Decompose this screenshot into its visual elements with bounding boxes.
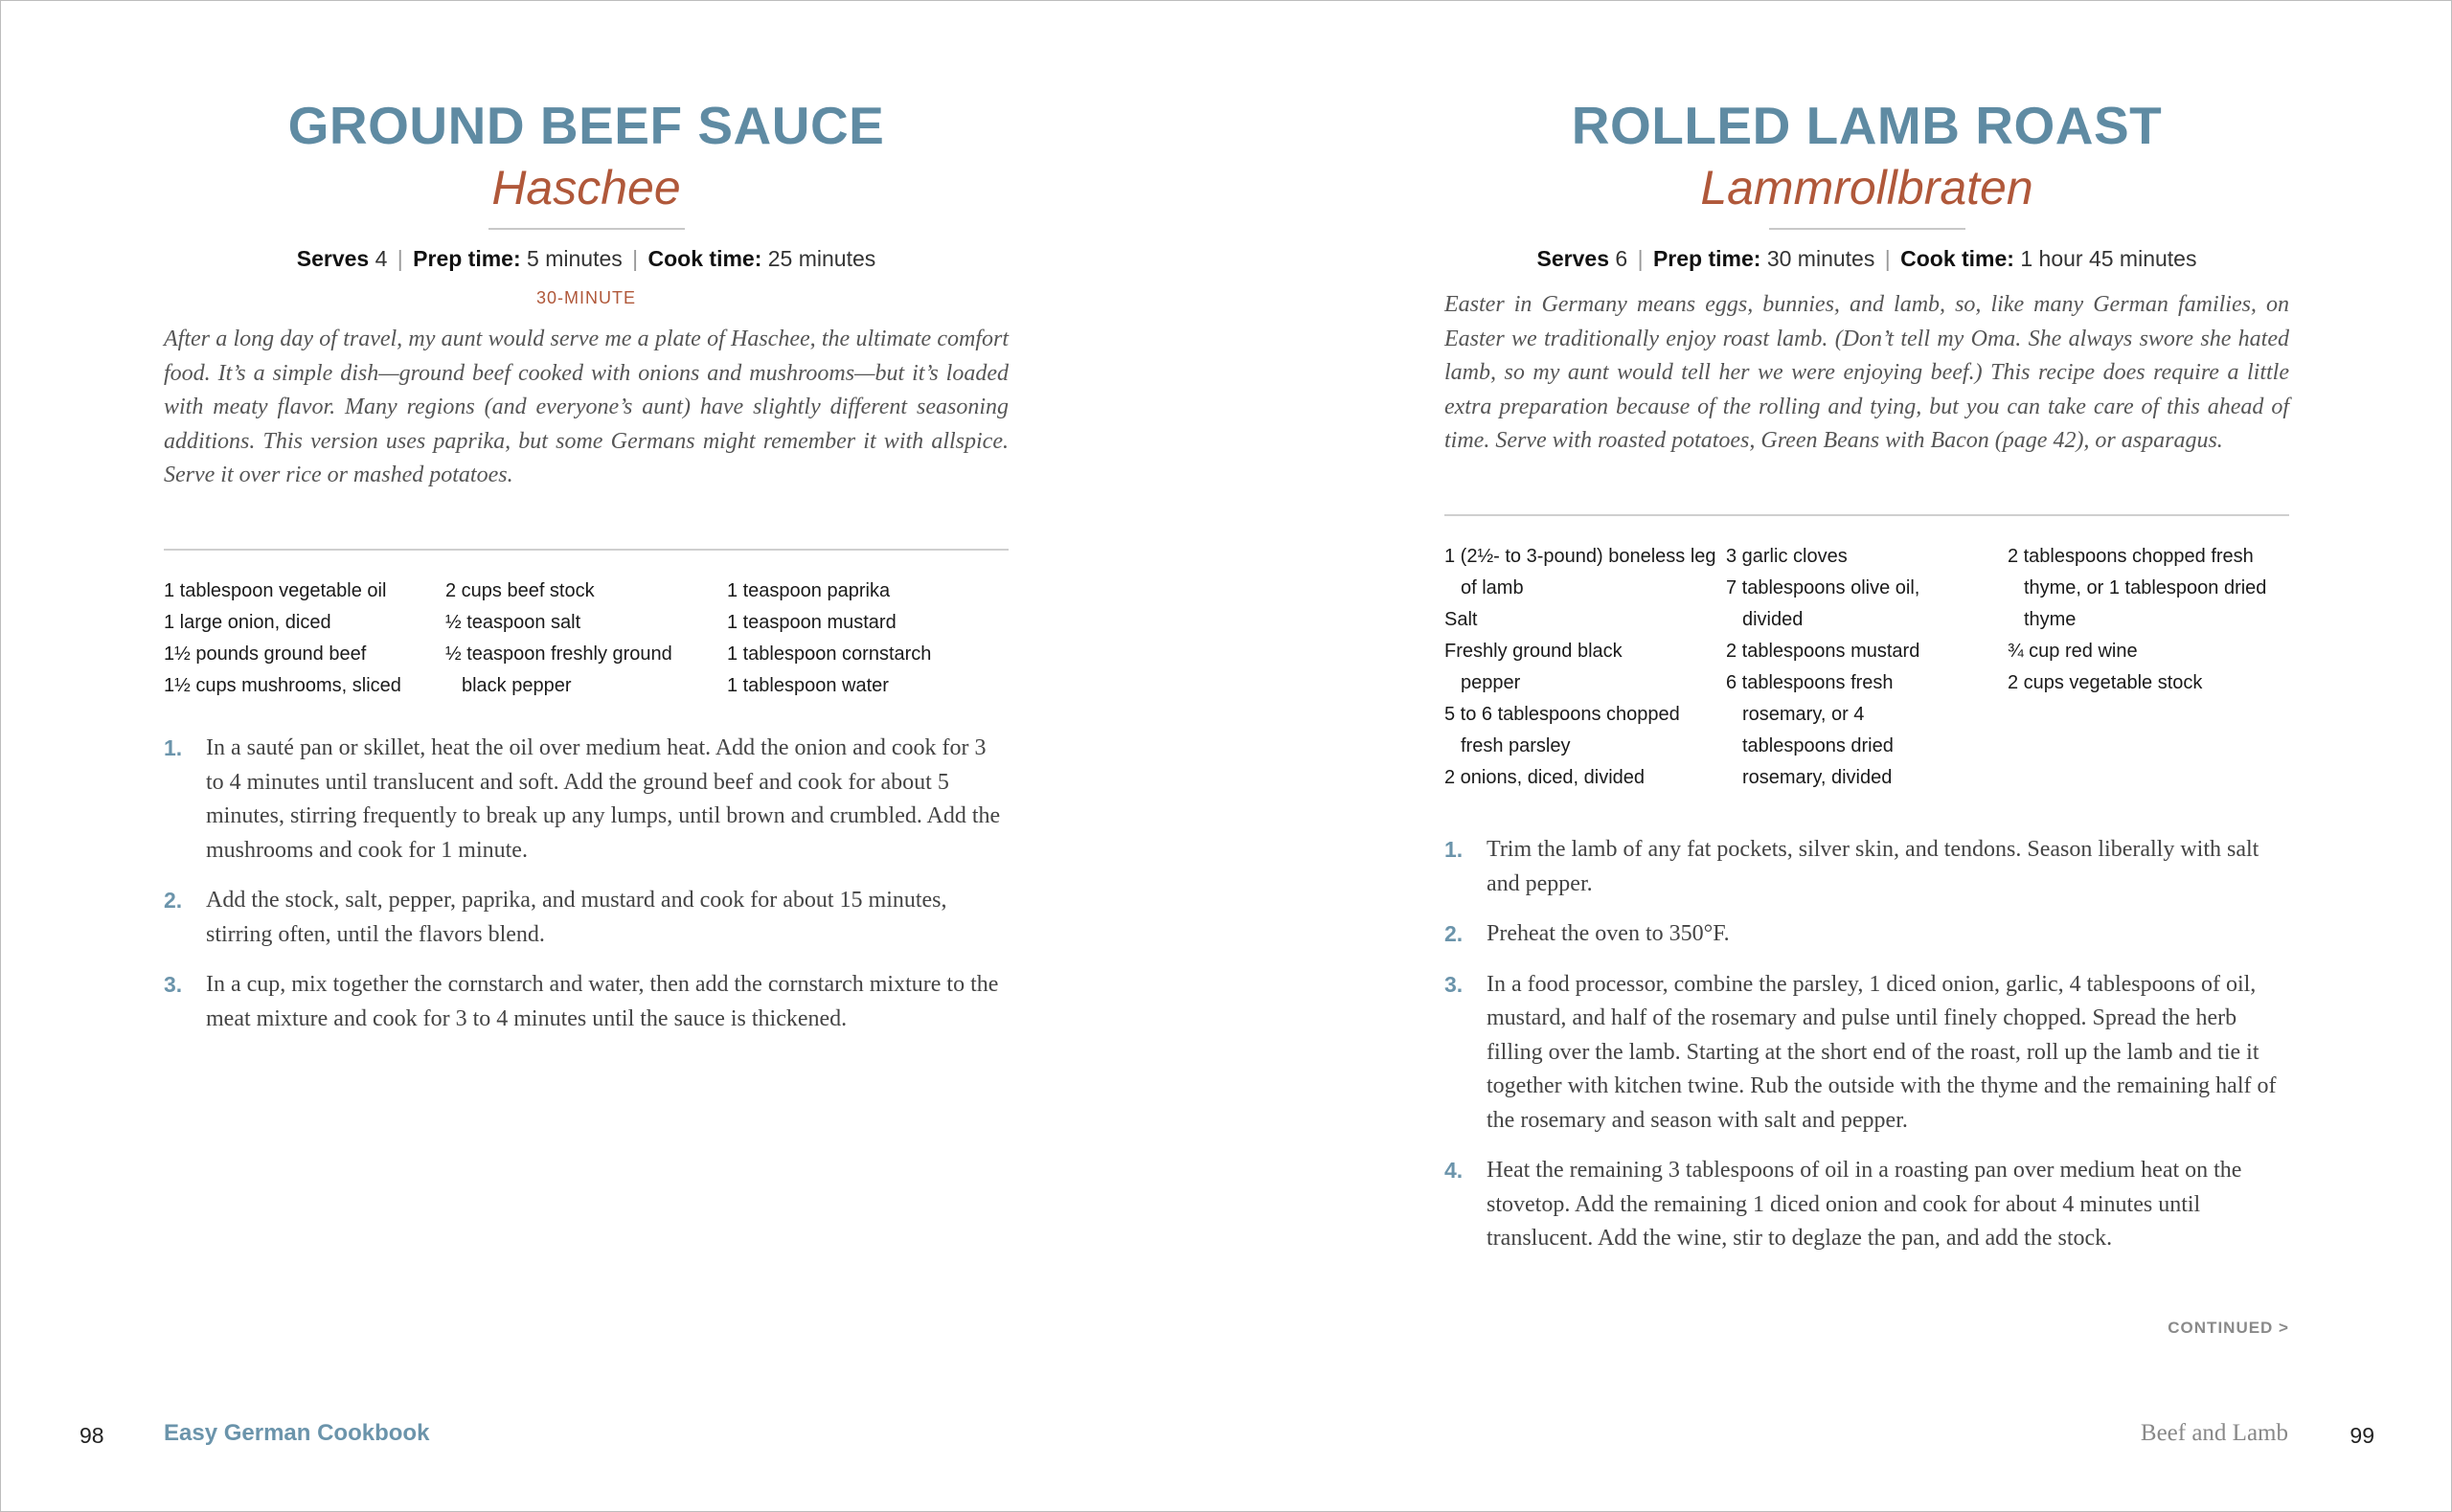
instruction-step <box>164 884 1009 952</box>
step-text: In a cup, mix together the cornstarch and water, then add the cornstarch mixture to the meat mixture and cook for 3 to 4 minutes until the sauce is thickened. <box>206 972 999 1031</box>
instruction-step <box>1444 968 2289 1139</box>
ingredient-list <box>164 575 1009 702</box>
instruction-step <box>1444 917 2289 952</box>
title-divider <box>1769 228 1965 230</box>
prep-label: Prep time: <box>413 246 521 271</box>
book-title-footer: Easy German Cookbook <box>164 1420 430 1446</box>
section-divider <box>164 549 1009 551</box>
ingredient-item: 1 tablespoon cornstarch <box>726 643 932 665</box>
ingredient-item: 1 tablespoon vegetable oil <box>164 580 387 601</box>
ingredient-column <box>164 575 445 702</box>
step-text: Trim the lamb of any fat pockets, silver skin, and tendons. Season liberally with salt and pepper. <box>1487 837 2259 896</box>
meta-separator: | <box>632 246 639 271</box>
instruction-list <box>1444 833 2289 1273</box>
cook-label: Cook time: <box>1900 246 2014 271</box>
ingredient-item: 3 garlic cloves <box>1725 546 1848 567</box>
step-number: 4. <box>1444 1158 1464 1183</box>
ingredient-item: ½ teaspoon salt <box>444 612 581 633</box>
ingredient-column <box>445 575 727 702</box>
recipe-title: GROUND BEEF SAUCE <box>287 96 885 155</box>
serves-label: Serves <box>296 246 370 271</box>
cook-value: 25 minutes <box>767 246 876 271</box>
ingredient-column <box>1444 541 1726 794</box>
step-number: 3. <box>1444 971 1464 997</box>
ingredient-item: ¾ cup red wine <box>2007 641 2138 662</box>
ingredient-item: 2 tablespoons mustard <box>1725 641 1920 662</box>
prep-value: 30 minutes <box>1766 246 1875 271</box>
instruction-step <box>164 732 1009 868</box>
ingredient-column <box>727 575 1009 702</box>
ingredient-item: 1 teaspoon mustard <box>726 612 897 633</box>
ingredient-item: Freshly ground black pepper <box>1444 641 1623 693</box>
instruction-step <box>164 968 1009 1036</box>
recipe-subtitle: Haschee <box>491 161 681 214</box>
step-text: Add the stock, salt, pepper, paprika, and mustard and cook for about 15 minutes, stirring often, until the flavors blend. <box>206 888 947 947</box>
left-page <box>1 1 1227 1512</box>
instruction-step <box>1444 833 2289 901</box>
prep-value: 5 minutes <box>527 246 623 271</box>
serves-label: Serves <box>1536 246 1609 271</box>
instruction-list <box>164 732 1009 1052</box>
serves-value: 6 <box>1615 246 1628 271</box>
ingredient-item: 5 to 6 tablespoons chopped fresh parsley <box>1444 704 1680 756</box>
ingredient-item: 1 large onion, diced <box>164 612 331 633</box>
meta-separator: | <box>1637 246 1644 271</box>
prep-label: Prep time: <box>1652 246 1761 271</box>
right-page <box>1227 1 2452 1512</box>
step-number: 2. <box>1444 921 1464 946</box>
page-number: 99 <box>2350 1423 2374 1448</box>
recipe-intro: Easter in Germany means eggs, bunnies, and lamb, so, like many German families, on Easter we traditionally enjoy roast lamb. (Don’t tell my Oma. She always swore she hated lamb, so my aunt would tell her we were enjoying beef.) This recipe does require a little extra preparation because of the rolling and tying, but you can take care of this ahead of time. Serve with roasted potatoes, Green Beans with Bacon (page 42), or asparagus. <box>1444 292 2289 453</box>
instruction-step <box>1444 1154 2289 1256</box>
section-divider <box>1444 514 2289 516</box>
ingredient-item: 6 tablespoons fresh rosemary, or 4 tablespoons dried rosemary, divided <box>1725 672 1894 788</box>
cook-label: Cook time: <box>647 246 762 271</box>
step-number: 1. <box>1444 837 1464 862</box>
ingredient-item: 1½ cups mushrooms, sliced <box>164 675 401 696</box>
ingredient-item: 2 cups vegetable stock <box>2007 672 2203 693</box>
step-number: 3. <box>164 972 183 997</box>
ingredient-item: 1 teaspoon paprika <box>726 580 891 601</box>
step-number: 2. <box>164 888 183 913</box>
serves-value: 4 <box>375 246 388 271</box>
ingredient-list <box>1444 541 2289 794</box>
continued-link[interactable]: CONTINUED > <box>2168 1319 2289 1337</box>
meta-separator: | <box>397 246 403 271</box>
ingredient-column <box>2008 541 2289 794</box>
recipe-meta <box>1444 246 2289 272</box>
recipe-subtitle: Lammrollbraten <box>1700 161 2033 214</box>
left-recipe <box>164 1 1009 1342</box>
chapter-title-footer: Beef and Lamb <box>2140 1420 2288 1446</box>
ingredient-item: Salt <box>1444 609 1478 630</box>
step-text: Heat the remaining 3 tablespoons of oil in a roasting pan over medium heat on the stovetop. Add the remaining 1 diced onion and cook for about 4 minutes until translucent. Add the wine, stir to deglaze the pan, and add the stock. <box>1487 1158 2242 1251</box>
ingredient-item: 2 cups beef stock <box>444 580 595 601</box>
page-number: 98 <box>79 1423 104 1448</box>
meta-separator: | <box>1884 246 1891 271</box>
ingredient-item: 2 onions, diced, divided <box>1444 767 1646 788</box>
recipe-title: ROLLED LAMB ROAST <box>1571 96 2163 155</box>
step-number: 1. <box>164 735 183 760</box>
recipe-meta <box>164 246 1009 272</box>
step-text: Preheat the oven to 350°F. <box>1487 921 1730 946</box>
title-divider <box>488 228 685 230</box>
ingredient-item: ½ teaspoon freshly ground black pepper <box>444 643 672 696</box>
ingredient-item: 1½ pounds ground beef <box>164 643 367 665</box>
step-text: In a food processor, combine the parsley, 1 diced onion, garlic, 4 tablespoons of oil, mustard, and half of the rosemary and pulse until finely chopped. Spread the herb filling over the lamb. Starting at the short end of the roast, roll up the lamb and tie it together with kitchen twine. Rub the outside with the thyme and the remaining half of the rosemary and season with salt and pepper. <box>1487 971 2277 1133</box>
ingredient-item: 1 (2½- to 3-pound) boneless leg of lamb <box>1444 546 1716 598</box>
right-recipe <box>1444 1 2289 1361</box>
ingredient-item: 1 tablespoon water <box>726 675 889 696</box>
ingredient-item: 7 tablespoons olive oil, divided <box>1725 577 1920 630</box>
ingredient-column <box>1726 541 2008 794</box>
recipe-badge: 30-MINUTE <box>535 288 636 307</box>
cook-value: 1 hour 45 minutes <box>2020 246 2197 271</box>
recipe-intro: After a long day of travel, my aunt would serve me a plate of Haschee, the ultimate comfort food. It’s a simple dish—ground beef cooked with onions and mushrooms—but it’s loaded with meaty flavor. Many regions (and everyone’s aunt) have slightly different seasoning additions. This version uses paprika, but some Germans might remember it with allspice. Serve it over rice or mashed potatoes. <box>164 327 1009 487</box>
step-text: In a sauté pan or skillet, heat the oil over medium heat. Add the onion and cook for 3 to 4 minutes until translucent and soft. Add the ground beef and cook for about 5 minutes, stirring frequently to break up any lumps, until brown and crumbled. Add the mushrooms and cook for 1 minute. <box>206 735 1001 863</box>
ingredient-item: 2 tablespoons chopped fresh thyme, or 1 tablespoon dried thyme <box>2007 546 2267 630</box>
